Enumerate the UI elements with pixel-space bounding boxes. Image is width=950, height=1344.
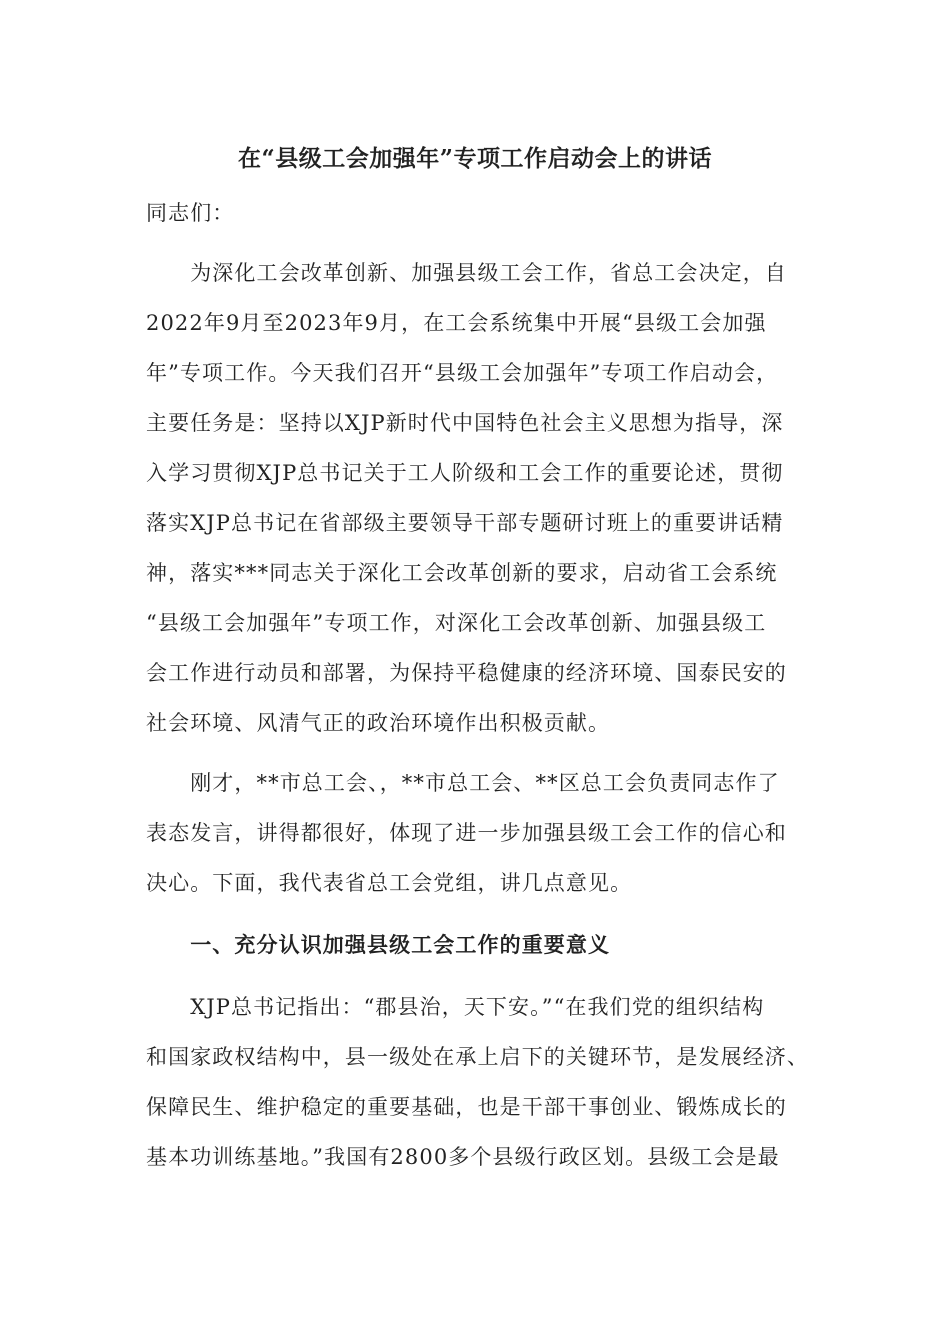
salutation: 同志们：: [146, 201, 235, 225]
text-line: 落实XJP总书记在省部级主要领导干部专题研讨班上的重要讲话精: [146, 511, 784, 535]
text-line: 表态发言，讲得都很好，体现了进一步加强县级工会工作的信心和: [146, 821, 787, 845]
text-line: 2022年9月至2023年9月，在工会系统集中开展“县级工会加强: [146, 311, 767, 335]
text-line: 刚才，**市总工会、，**市总工会、**区总工会负责同志作了: [146, 771, 780, 795]
document-title: 在“县级工会加强年”专项工作启动会上的讲话: [238, 145, 712, 172]
text-line: 为深化工会改革创新、加强县级工会工作，省总工会决定，自: [146, 261, 787, 285]
text-line: 主要任务是：坚持以XJP新时代中国特色社会主义思想为指导，深: [146, 411, 784, 435]
text-line: 决心。下面，我代表省总工会党组，讲几点意见。: [146, 871, 633, 895]
text-line: 会工作进行动员和部署，为保持平稳健康的经济环境、国泰民安的: [146, 661, 787, 685]
text-line: 入学习贯彻XJP总书记关于工人阶级和工会工作的重要论述，贯彻: [146, 461, 784, 485]
text-line: 和国家政权结构中，县一级处在承上启下的关键环节，是发展经济、: [146, 1045, 809, 1069]
text-line: 社会环境、风清气正的政治环境作出积极贡献。: [146, 711, 611, 735]
section-heading: 一、充分认识加强县级工会工作的重要意义: [146, 932, 611, 957]
text-line: XJP总书记指出：“郡县治，天下安。”“在我们党的组织结构: [146, 995, 765, 1019]
text-line: 神，落实***同志关于深化工会改革创新的要求，启动省工会系统: [146, 561, 778, 585]
text-line: 基本功训练基地。”我国有2800多个县级行政区划。县级工会是最: [146, 1145, 780, 1169]
text-line: 年”专项工作。今天我们召开“县级工会加强年”专项工作启动会，: [146, 361, 779, 385]
text-line: 保障民生、维护稳定的重要基础，也是干部干事创业、锻炼成长的: [146, 1095, 787, 1119]
text-line: “县级工会加强年”专项工作，对深化工会改革创新、加强县级工: [146, 611, 767, 635]
